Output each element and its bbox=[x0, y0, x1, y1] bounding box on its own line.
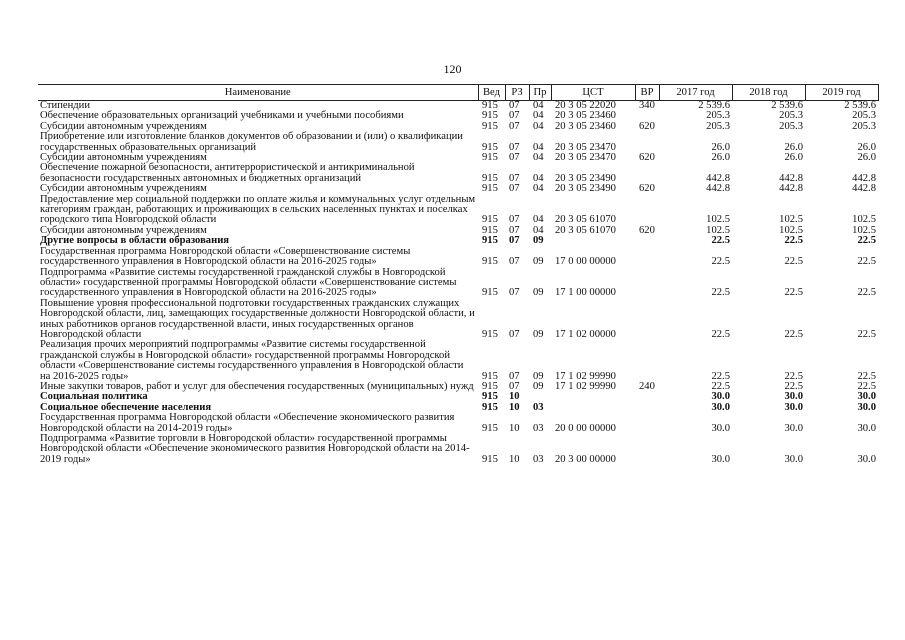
row-2019: 205.3 bbox=[852, 110, 876, 122]
row-vr bbox=[635, 299, 659, 341]
row-pr: 09 bbox=[533, 256, 544, 268]
row-cst: 20 3 05 23490 bbox=[555, 172, 616, 184]
row-2019: 205.3 bbox=[852, 120, 876, 132]
row-2017: 30.0 bbox=[711, 453, 730, 465]
table-row bbox=[38, 195, 878, 226]
row-vr: 340 bbox=[639, 100, 655, 111]
row-rz: 10 bbox=[509, 391, 520, 403]
row-pr: 09 bbox=[533, 328, 544, 340]
row-ved: 915 bbox=[482, 152, 498, 164]
row-cst: 20 3 05 22020 bbox=[555, 100, 616, 111]
row-2017: 22.5 bbox=[711, 287, 730, 299]
row-pr: 09 bbox=[533, 380, 544, 392]
row-2018: 22.5 bbox=[784, 328, 803, 340]
header-pr: Пр bbox=[529, 85, 551, 101]
row-2019: 30.0 bbox=[857, 453, 876, 465]
header-ved: Вед bbox=[478, 85, 505, 101]
row-vr bbox=[635, 195, 659, 226]
row-2017: 22.5 bbox=[711, 256, 730, 268]
row-name: Иные закупки товаров, работ и услуг для обеспечения государственных (муниципальных) нужд bbox=[40, 380, 474, 392]
row-vr: 620 bbox=[639, 152, 655, 164]
row-cst bbox=[551, 236, 635, 246]
table-row bbox=[38, 340, 878, 382]
row-2018: 26.0 bbox=[784, 152, 803, 164]
row-rz: 07 bbox=[509, 172, 520, 184]
row-2018: 30.0 bbox=[784, 391, 803, 403]
row-2017: 102.5 bbox=[706, 224, 730, 236]
row-ved: 915 bbox=[482, 235, 498, 247]
row-vr: 240 bbox=[639, 380, 655, 392]
row-cst: 20 3 05 23460 bbox=[555, 110, 616, 122]
row-pr: 04 bbox=[533, 224, 544, 236]
row-name: Обеспечение образовательных организаций учебниками и учебными пособиями bbox=[40, 110, 404, 122]
row-pr: 03 bbox=[533, 453, 544, 465]
row-name: Подпрограмма «Развитие торговли в Новгородской области» государственной программы Новгородской области «Обеспечение экономического развития Новгородской области на 2014-2019 годы» bbox=[40, 433, 470, 465]
row-ved: 915 bbox=[482, 328, 498, 340]
row-name: Приобретение или изготовление бланков документов об образовании и (или) о квалификации государственных образовательных организаций bbox=[40, 131, 463, 153]
row-cst: 20 3 05 23470 bbox=[555, 152, 616, 164]
row-vr bbox=[635, 132, 659, 153]
row-ved: 915 bbox=[482, 422, 498, 434]
row-2018: 102.5 bbox=[779, 214, 803, 226]
header-vr: ВР bbox=[635, 85, 659, 101]
row-cst: 20 0 00 00000 bbox=[555, 422, 616, 434]
header-2018: 2018 год bbox=[732, 85, 805, 101]
row-vr bbox=[635, 340, 659, 382]
row-2018: 205.3 bbox=[779, 120, 803, 132]
row-rz: 07 bbox=[509, 287, 520, 299]
row-cst: 17 1 00 00000 bbox=[555, 287, 616, 299]
row-name: Повышение уровня профессиональной подготовки государственных гражданских служащих Новгородской области, лиц, замещающих государственные должности Новгородской области, и иных работников органов государственной власти, иных государственных органов Новгородской области bbox=[40, 297, 475, 340]
row-pr: 09 bbox=[533, 235, 544, 247]
row-rz: 07 bbox=[509, 152, 520, 164]
row-ved: 915 bbox=[482, 370, 498, 382]
row-2018: 205.3 bbox=[779, 110, 803, 122]
row-rz: 10 bbox=[509, 422, 520, 434]
row-name: Государственная программа Новгородской области «Обеспечение экономического развития Новгородской области на 2014-2019 годы» bbox=[40, 412, 455, 434]
header-2017: 2017 год bbox=[659, 85, 732, 101]
row-2019: 2 539.6 bbox=[844, 100, 876, 111]
row-name: Обеспечение пожарной безопасности, антитеррористической и антикриминальной безопасности государственных автономных и бюджетных организаций bbox=[40, 162, 415, 184]
table-row bbox=[38, 247, 878, 268]
row-vr bbox=[635, 163, 659, 184]
row-pr: 03 bbox=[533, 422, 544, 434]
row-rz: 07 bbox=[509, 110, 520, 122]
row-name: Субсидии автономным учреждениям bbox=[40, 224, 207, 236]
row-name: Реализация прочих мероприятий подпрограммы «Развитие системы государственной гражданской службы в Новгородской области» государственной программы Новгородской области «Совершенствование системы государственного управления в Новгородской области на 2016-2025 годы» bbox=[40, 339, 464, 382]
row-name: Предоставление мер социальной поддержки по оплате жилья и коммунальных услуг отдельным категориям граждан, работающих и проживающих в сельских населенных пунктах и поселках городского типа Новгородской области bbox=[40, 193, 476, 226]
row-2018: 22.5 bbox=[784, 235, 803, 247]
row-vr bbox=[635, 247, 659, 268]
row-2019: 22.5 bbox=[857, 256, 876, 268]
table-row bbox=[38, 382, 878, 392]
row-2018: 30.0 bbox=[784, 453, 803, 465]
row-ved: 915 bbox=[482, 391, 498, 403]
row-vr: 620 bbox=[639, 183, 655, 195]
row-ved: 915 bbox=[482, 224, 498, 236]
row-ved: 915 bbox=[482, 172, 498, 184]
row-2017: 442.8 bbox=[706, 183, 730, 195]
row-2018: 102.5 bbox=[779, 224, 803, 236]
row-2019: 30.0 bbox=[857, 391, 876, 403]
row-2017: 2 539.6 bbox=[698, 100, 730, 111]
row-2017: 30.0 bbox=[711, 401, 730, 413]
row-pr: 03 bbox=[533, 401, 544, 413]
row-pr: 04 bbox=[533, 152, 544, 164]
row-ved: 915 bbox=[482, 214, 498, 226]
row-pr: 04 bbox=[533, 120, 544, 132]
row-vr: 620 bbox=[639, 120, 655, 132]
row-pr: 04 bbox=[533, 141, 544, 153]
row-rz: 07 bbox=[509, 380, 520, 392]
row-vr bbox=[635, 392, 659, 402]
row-2018: 22.5 bbox=[784, 287, 803, 299]
row-2017: 442.8 bbox=[706, 172, 730, 184]
row-2018: 442.8 bbox=[779, 183, 803, 195]
row-cst: 20 3 05 23460 bbox=[555, 120, 616, 132]
row-2019: 26.0 bbox=[857, 152, 876, 164]
row-ved: 915 bbox=[482, 256, 498, 268]
row-rz: 07 bbox=[509, 100, 520, 111]
row-cst: 17 1 02 99990 bbox=[555, 370, 616, 382]
row-name: Субсидии автономным учреждениям bbox=[40, 183, 207, 195]
row-2017: 30.0 bbox=[711, 422, 730, 434]
row-2018: 442.8 bbox=[779, 172, 803, 184]
row-2018: 22.5 bbox=[784, 256, 803, 268]
header-rz: РЗ bbox=[505, 85, 529, 101]
row-name: Другие вопросы в области образования bbox=[40, 235, 230, 247]
row-rz: 07 bbox=[509, 141, 520, 153]
row-vr bbox=[635, 236, 659, 246]
row-2018: 22.5 bbox=[784, 380, 803, 392]
row-2017: 26.0 bbox=[711, 141, 730, 153]
row-2017: 22.5 bbox=[711, 380, 730, 392]
row-name: Социальное обеспечение населения bbox=[40, 401, 212, 413]
row-2017: 205.3 bbox=[706, 120, 730, 132]
row-name: Подпрограмма «Развитие системы государственной гражданской службы в Новгородской области» государственной программы Новгородской области «Совершенствование системы государственного управления в Новгородской области на 2016-2025 годы» bbox=[40, 266, 457, 299]
row-ved: 915 bbox=[482, 183, 498, 195]
row-pr: 04 bbox=[533, 172, 544, 184]
row-ved: 915 bbox=[482, 380, 498, 392]
table-header-row bbox=[38, 85, 878, 101]
row-name: Социальная политика bbox=[40, 391, 148, 403]
row-2017: 205.3 bbox=[706, 110, 730, 122]
row-cst: 17 1 02 00000 bbox=[555, 328, 616, 340]
header-2019: 2019 год bbox=[805, 85, 878, 101]
row-cst: 20 3 05 23490 bbox=[555, 183, 616, 195]
table-row bbox=[38, 434, 878, 465]
row-2019: 22.5 bbox=[857, 380, 876, 392]
page-number: 120 bbox=[443, 62, 462, 76]
row-rz: 07 bbox=[509, 256, 520, 268]
row-2018: 30.0 bbox=[784, 422, 803, 434]
row-cst: 17 0 00 00000 bbox=[555, 256, 616, 268]
row-cst: 20 3 05 61070 bbox=[555, 214, 616, 226]
row-name: Субсидии автономным учреждениям bbox=[40, 120, 207, 132]
row-cst bbox=[551, 403, 635, 413]
table-row bbox=[38, 132, 878, 153]
row-2019: 22.5 bbox=[857, 370, 876, 382]
row-2017: 30.0 bbox=[711, 391, 730, 403]
row-cst: 17 1 02 99990 bbox=[555, 380, 616, 392]
table-row bbox=[38, 163, 878, 184]
row-ved: 915 bbox=[482, 141, 498, 153]
row-2017: 26.0 bbox=[711, 152, 730, 164]
row-2017: 22.5 bbox=[711, 370, 730, 382]
table-row bbox=[38, 299, 878, 341]
row-2019: 22.5 bbox=[857, 328, 876, 340]
row-cst: 20 3 00 00000 bbox=[555, 453, 616, 465]
row-2019: 22.5 bbox=[857, 287, 876, 299]
row-ved: 915 bbox=[482, 120, 498, 132]
row-ved: 915 bbox=[482, 100, 498, 111]
row-2018: 22.5 bbox=[784, 370, 803, 382]
row-2019: 22.5 bbox=[857, 235, 876, 247]
row-2019: 442.8 bbox=[852, 172, 876, 184]
header-name: Наименование bbox=[38, 85, 478, 101]
row-2018: 26.0 bbox=[784, 141, 803, 153]
row-ved: 915 bbox=[482, 110, 498, 122]
row-vr bbox=[635, 268, 659, 299]
row-2017: 22.5 bbox=[711, 235, 730, 247]
row-rz: 10 bbox=[509, 401, 520, 413]
row-2018: 2 539.6 bbox=[771, 100, 803, 111]
row-pr: 04 bbox=[533, 183, 544, 195]
row-name: Государственная программа Новгородской области «Совершенствование системы государственного управления в Новгородской области на 2016-2025 годы» bbox=[40, 245, 411, 268]
row-rz: 07 bbox=[509, 224, 520, 236]
header-cst: ЦСТ bbox=[551, 85, 635, 101]
row-vr bbox=[635, 403, 659, 413]
table-row bbox=[38, 268, 878, 299]
row-cst: 20 3 05 23470 bbox=[555, 141, 616, 153]
row-vr bbox=[635, 413, 659, 434]
row-2019: 442.8 bbox=[852, 183, 876, 195]
row-cst bbox=[551, 392, 635, 402]
row-ved: 915 bbox=[482, 453, 498, 465]
row-cst: 20 3 05 61070 bbox=[555, 224, 616, 236]
row-2019: 30.0 bbox=[857, 401, 876, 413]
row-2018: 30.0 bbox=[784, 401, 803, 413]
row-rz: 07 bbox=[509, 370, 520, 382]
row-name: Субсидии автономным учреждениям bbox=[40, 152, 207, 164]
row-2019: 102.5 bbox=[852, 224, 876, 236]
row-rz: 07 bbox=[509, 328, 520, 340]
row-pr: 04 bbox=[533, 214, 544, 226]
row-2019: 30.0 bbox=[857, 422, 876, 434]
row-pr: 04 bbox=[533, 110, 544, 122]
row-pr: 09 bbox=[533, 370, 544, 382]
row-vr bbox=[635, 434, 659, 465]
row-2019: 102.5 bbox=[852, 214, 876, 226]
row-pr: 09 bbox=[533, 287, 544, 299]
row-2017: 22.5 bbox=[711, 328, 730, 340]
row-rz: 07 bbox=[509, 120, 520, 132]
table-row bbox=[38, 413, 878, 434]
row-ved: 915 bbox=[482, 287, 498, 299]
row-rz: 07 bbox=[509, 214, 520, 226]
budget-table bbox=[38, 84, 879, 465]
row-ved: 915 bbox=[482, 401, 498, 413]
row-name: Стипендии bbox=[40, 100, 90, 111]
row-rz: 07 bbox=[509, 235, 520, 247]
row-vr: 620 bbox=[639, 224, 655, 236]
row-rz: 07 bbox=[509, 183, 520, 195]
row-pr: 04 bbox=[533, 100, 544, 111]
row-2019: 26.0 bbox=[857, 141, 876, 153]
row-rz: 10 bbox=[509, 453, 520, 465]
row-2017: 102.5 bbox=[706, 214, 730, 226]
